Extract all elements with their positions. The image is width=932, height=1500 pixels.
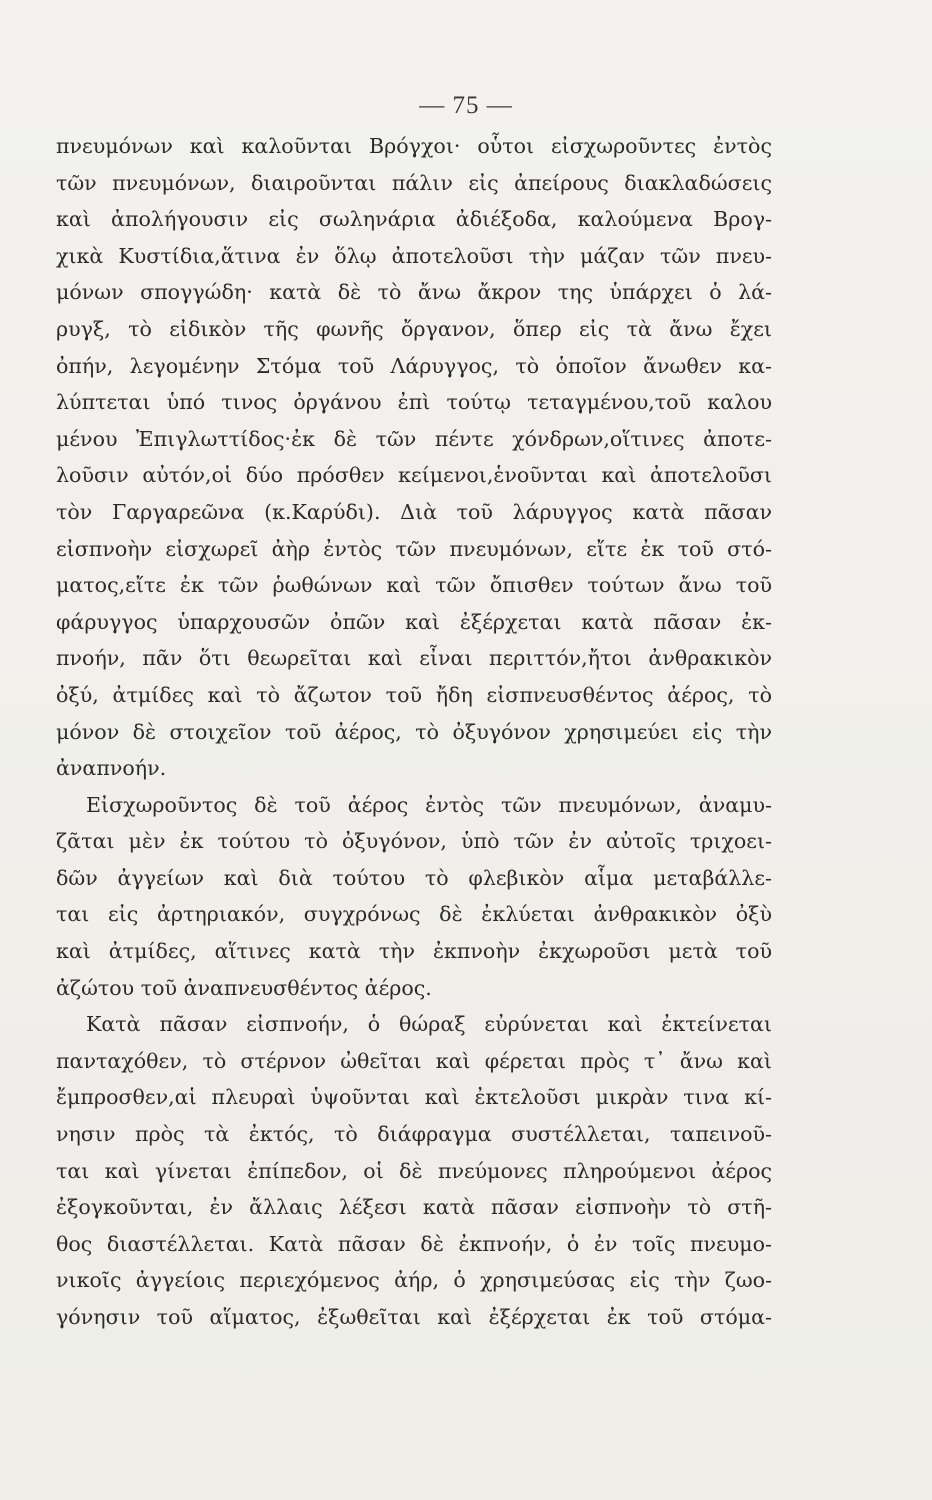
- page-number: — 75 —: [419, 92, 513, 119]
- text-line: φάρυγγος ὑπαρχουσῶν ὀπῶν καὶ ἐξέρχεται κατὰ πᾶσαν ἐκ-: [56, 609, 772, 634]
- body-text: [56, 128, 772, 1336]
- text-line: πνευμόνων καὶ καλοῦνται Βρόγχοι· οὗτοι εἰσχωροῦντες ἐντὸς: [56, 134, 772, 158]
- text-line: καὶ ἀπολήγουσιν εἰς σωληνάρια ἀδιέξοδα, καλούμενα Βρογ-: [56, 207, 772, 232]
- text-line: νικοῖς ἀγγείοις περιεχόμενος ἀήρ, ὁ χρησιμεύσας εἰς τὴν ζωο-: [56, 1268, 772, 1293]
- text-line: μένου Ἐπιγλωττίδος·ἐκ δὲ τῶν πέντε χόνδρων,οἵτινες ἀποτε-: [56, 426, 772, 451]
- text-line: ρυγξ, τὸ εἰδικὸν τῆς φωνῆς ὄργανον, ὅπερ εἰς τὰ ἄνω ἔχει: [56, 316, 772, 341]
- text-line: μόνων σπογγώδη· κατὰ δὲ τὸ ἄνω ἄκρον της ὑπάρχει ὁ λά-: [56, 280, 772, 305]
- text-line: πανταχόθεν, τὸ στέρνον ὠθεῖται καὶ φέρεται πρὸς τ᾽ ἄνω καὶ: [56, 1048, 772, 1073]
- text-line: λύπτεται ὑπό τινος ὀργάνου ἐπὶ τούτῳ τεταγμένου,τοῦ καλου: [56, 390, 772, 415]
- text-line: πνοήν, πᾶν ὅτι θεωρεῖται καὶ εἶναι περιττόν,ἤτοι ἀνθρακικὸν: [56, 646, 772, 671]
- text-line: ἔμπροσθεν,αἱ πλευραὶ ὑψοῦνται καὶ ἐκτελοῦσι μικρὰν τινα κί-: [56, 1085, 772, 1110]
- text-line: θος διαστέλλεται. Κατὰ πᾶσαν δὲ ἐκπνοήν, ὁ ἐν τοῖς πνευμο-: [56, 1231, 772, 1256]
- text-line: ἀζώτου τοῦ ἀναπνευσθέντος ἀέρος.: [56, 975, 432, 1000]
- text-line: μόνον δὲ στοιχεῖον τοῦ ἀέρος, τὸ ὀξυγόνον χρησιμεύει εἰς τὴν: [56, 719, 772, 744]
- text-line: λοῦσιν αὐτόν,οἱ δύο πρόσθεν κείμενοι,ἑνοῦνται καὶ ἀποτελοῦσι: [56, 463, 772, 488]
- paragraph-start-line: Εἰσχωροῦντος δὲ τοῦ ἀέρος ἐντὸς τῶν πνευμόνων, ἀναμυ-: [86, 792, 772, 817]
- text-line: εἰσπνοὴν εἰσχωρεῖ ἀὴρ ἐντὸς τῶν πνευμόνων, εἴτε ἐκ τοῦ στό-: [56, 536, 772, 561]
- text-line: τῶν πνευμόνων, διαιροῦνται πάλιν εἰς ἀπείρους διακλαδώσεις: [56, 170, 772, 195]
- paragraph-start-line: Κατὰ πᾶσαν εἰσπνοήν, ὁ θώραξ εὐρύνεται καὶ ἐκτείνεται: [86, 1012, 772, 1037]
- text-line: καὶ ἀτμίδες, αἵτινες κατὰ τὴν ἐκπνοὴν ἐκχωροῦσι μετὰ τοῦ: [56, 939, 772, 964]
- text-line: δῶν ἀγγείων καὶ διὰ τούτου τὸ φλεβικὸν αἷμα μεταβάλλε-: [56, 865, 772, 890]
- text-line: τὸν Γαργαρεῶνα (κ.Καρύδι). Διὰ τοῦ λάρυγγος κατὰ πᾶσαν: [56, 499, 772, 524]
- text-line: ὀξύ, ἀτμίδες καὶ τὸ ἄζωτον τοῦ ἤδη εἰσπνευσθέντος ἀέρος, τὸ: [56, 682, 772, 707]
- text-line: ματος,εἴτε ἐκ τῶν ῥωθώνων καὶ τῶν ὄπισθεν τούτων ἄνω τοῦ: [56, 573, 772, 598]
- text-line: γόνησιν τοῦ αἵματος, ἐξωθεῖται καὶ ἐξέρχεται ἐκ τοῦ στόμα-: [56, 1305, 772, 1329]
- text-line: ται εἰς ἀρτηριακόν, συγχρόνως δὲ ἐκλύεται ἀνθρακικὸν ὀξὺ: [56, 902, 772, 927]
- text-line: ὀπήν, λεγομένην Στόμα τοῦ Λάρυγγος, τὸ ὁποῖον ἄνωθεν κα-: [56, 353, 772, 378]
- text-line: νησιν πρὸς τὰ ἐκτός, τὸ διάφραγμα συστέλλεται, ταπεινοῦ-: [56, 1122, 772, 1147]
- text-line: ζᾶται μὲν ἐκ τούτου τὸ ὀξυγόνον, ὑπὸ τῶν ἐν αὐτοῖς τριχοει-: [56, 829, 772, 854]
- text-line: ἀναπνοήν.: [56, 756, 167, 781]
- text-line: ται καὶ γίνεται ἐπίπεδον, οἱ δὲ πνεύμονες πληρούμενοι ἀέρος: [56, 1158, 772, 1183]
- text-line: χικὰ Κυστίδια,ἅτινα ἐν ὅλῳ ἀποτελοῦσι τὴν μάζαν τῶν πνευ-: [56, 243, 772, 268]
- text-line: ἐξογκοῦνται, ἐν ἄλλαις λέξεσι κατὰ πᾶσαν εἰσπνοὴν τὸ στῆ-: [56, 1195, 772, 1220]
